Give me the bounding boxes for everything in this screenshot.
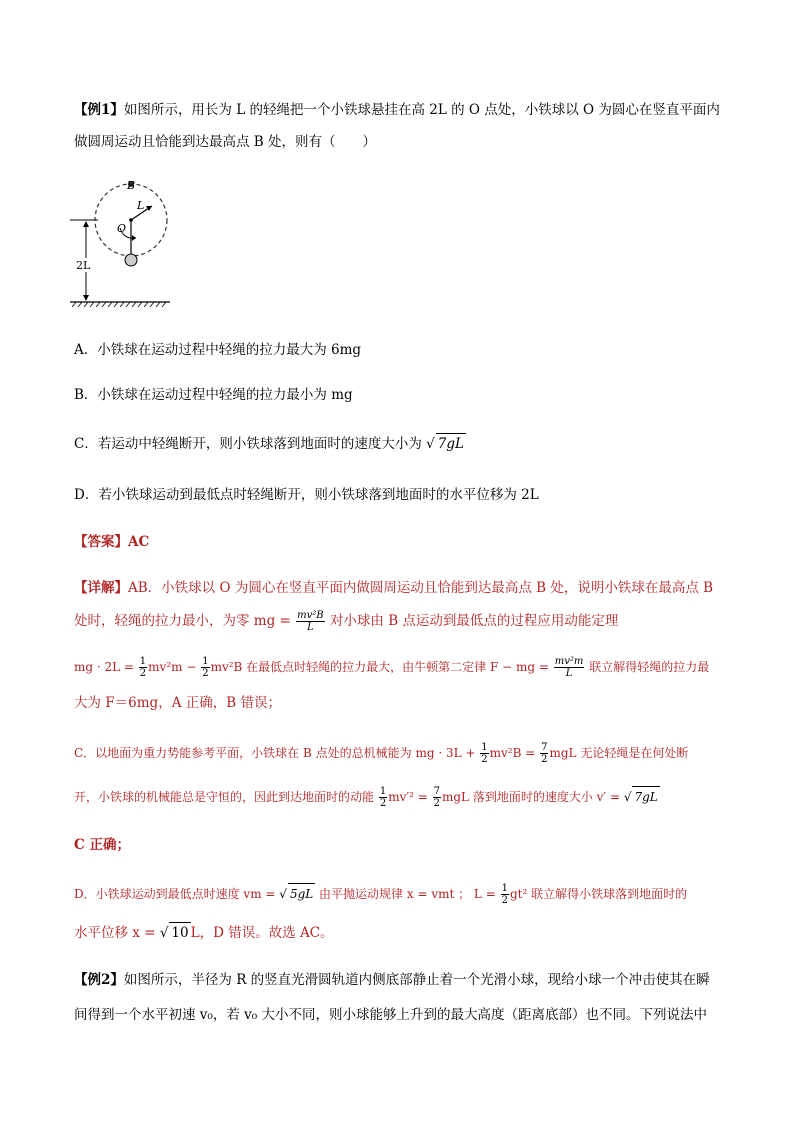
d2a: 水平位移 x = (74, 925, 160, 941)
option-c-text: C．若运动中轻绳断开，则小铁球落到地面时的速度大小为 (74, 436, 427, 452)
answer-label: 【答案】 (74, 534, 128, 550)
half-num-3: 1 (481, 742, 488, 753)
ground-hatch (72, 302, 166, 307)
ab3a: mg · 2L = (74, 660, 138, 674)
d1a: D．小铁球运动到最低点时速度 vm = (74, 887, 280, 901)
half-num-1: 1 (139, 656, 147, 667)
detail-c-line1 (74, 742, 688, 765)
frac1-num: mv²B (297, 610, 324, 621)
c2b: mv′² = (388, 790, 432, 804)
d1c: gt² 联立解得小铁球落到地面时的 (509, 887, 688, 901)
option-c-root: 7gL (436, 433, 466, 454)
detail-label: 【详解】 (74, 580, 128, 596)
height-arrow-up (83, 221, 89, 227)
example1-stem-line1 (74, 100, 720, 120)
option-a: A．小铁球在运动过程中轻绳的拉力最大为 6mg (74, 342, 362, 358)
half-num-4: 1 (379, 786, 387, 797)
seven-den-1: 2 (541, 754, 548, 765)
example2-tag: 【例2】 (74, 972, 124, 988)
example1-text: 如图所示，用长为 L 的轻绳把一个小铁球悬挂在高 2L 的 O 点处，小铁球以 O 为圆心在竖直平面内 (123, 102, 720, 118)
frac1-den: L (307, 622, 314, 633)
detail-ab-line4: 大为 F＝6mg，A 正确，B 错误； (74, 695, 281, 711)
c-root: 7gL (632, 786, 659, 807)
half-num-2: 1 (202, 656, 209, 667)
d1b: 由平抛运动规律 x = vmt ； L = (315, 887, 500, 901)
detail-d-line2 (74, 922, 334, 943)
detail-c-line3: C 正确； (74, 837, 130, 853)
half-den-3: 2 (481, 754, 488, 765)
example2-line2: 间得到一个水平初速 v₀，若 v₀ 大小不同，则小球能够上升到的最大高度（距离底部）也不同。下列说法中 (74, 1007, 707, 1023)
half-num-5: 1 (501, 883, 508, 894)
frac2-den: L (565, 668, 573, 679)
c2c: mgL 落到地面时的速度大小 v′ = (441, 790, 624, 804)
detail-ab-line1 (74, 578, 713, 598)
example2-line1 (74, 970, 710, 990)
frac2-num: mv²m (554, 656, 584, 667)
radius-arrowhead (146, 206, 152, 211)
detail-d-line1 (74, 883, 687, 906)
d-root2: 10 (169, 922, 190, 943)
ab3d: 联立解得轻绳的拉力最 (585, 660, 710, 674)
pendulum-diagram (68, 178, 178, 308)
half-den-1: 2 (139, 668, 147, 679)
rotation-arrowhead (132, 235, 136, 241)
detail-ab-text2a: 处时，轻绳的拉力最小，为零 mg = (74, 613, 296, 629)
ab3b: mv²m − (148, 660, 201, 674)
half-den-4: 2 (379, 798, 387, 809)
example1-tag: 【例1】 (74, 102, 124, 118)
seven-num-2: 7 (433, 786, 440, 797)
d-root1: 5gL (288, 883, 315, 904)
option-b: B．小铁球在运动过程中轻绳的拉力最小为 mg (74, 387, 353, 403)
ab3c: mv²B 在最低点时轻绳的拉力最大，由牛顿第二定律 F − mg = (210, 660, 553, 674)
height-arrow-down (83, 295, 89, 301)
example2-text1: 如图所示，半径为 R 的竖直光滑圆轨道内侧底部静止着一个光滑小球，现给小球一个冲击使其在瞬 (123, 972, 710, 988)
label-2l: 2L (76, 259, 91, 272)
detail-ab-line2 (74, 610, 618, 633)
c2a: 开，小铁球的机械能总是守恒的，因此到达地面时的动能 (74, 790, 378, 804)
label-b: B (127, 179, 136, 192)
label-o: O (117, 222, 127, 235)
iron-ball (125, 254, 137, 266)
seven-num-1: 7 (541, 742, 548, 753)
c1c: mgL 无论轻绳是在何处断 (549, 746, 689, 760)
half-den-5: 2 (501, 895, 508, 906)
half-den-2: 2 (202, 668, 209, 679)
seven-den-2: 2 (433, 798, 440, 809)
detail-c-line2 (74, 786, 660, 809)
answer-line (74, 532, 149, 552)
label-l: L (137, 199, 145, 212)
detail-ab-text1: AB．小铁球以 O 为圆心在竖直平面内做圆周运动且恰能到达最高点 B 处，说明小铁球在最高点 B (128, 580, 714, 596)
example1-stem-line2: 做圆周运动且恰能到达最高点 B 处，则有（ ） (74, 134, 377, 150)
answer-value: AC (128, 534, 150, 550)
detail-ab-line3 (74, 656, 709, 679)
c1b: mv²B = (489, 746, 540, 760)
option-c (74, 433, 466, 454)
option-d: D．若小铁球运动到最低点时轻绳断开，则小铁球落到地面时的水平位移为 2L (74, 487, 539, 503)
d2b: L，D 错误。故选 AC。 (190, 925, 334, 941)
c1a: C．以地面为重力势能参考平面，小铁球在 B 点处的总机械能为 mg · 3L + (74, 746, 480, 760)
detail-ab-text2b: 对小球由 B 点运动到最低点的过程应用动能定理 (325, 613, 619, 629)
